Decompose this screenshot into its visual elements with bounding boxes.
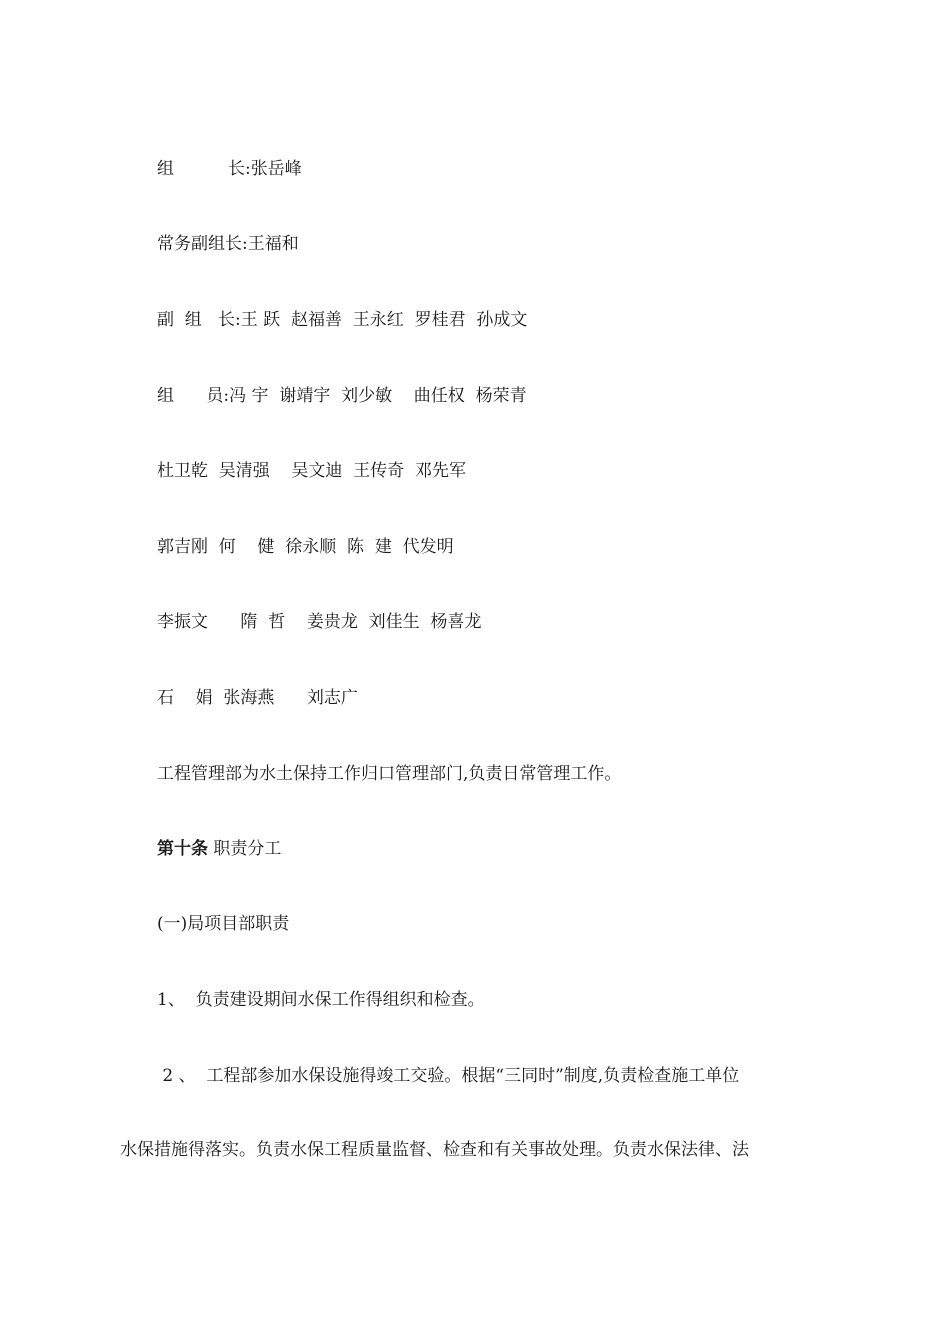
members-line-5: 石 娟 张海燕 刘志广 [157,688,358,708]
list-item-2-continuation: 水保措施得落实。负责水保工程质量监督、检查和有关事故处理。负责水保法律、法 [120,1140,749,1160]
article-title: 职责分工 [208,839,282,859]
members-line-3: 郭吉刚 何 健 徐永顺 陈 建 代发明 [157,537,454,557]
exec-deputy-line: 常务副组长:王福和 [157,234,299,254]
members-line-2: 杜卫乾 吴清强 吴文迪 王传奇 邓先军 [157,461,467,481]
article-heading [157,837,281,861]
deputies-line: 副 组 长:王 跃 赵福善 王永红 罗桂君 孙成文 [157,310,528,330]
department-note: 工程管理部为水土保持工作归口管理部门,负责日常管理工作。 [157,764,622,784]
members-line-4: 李振文 隋 哲 姜贵龙 刘佳生 杨喜龙 [157,612,482,632]
list-item-2: 2 、 工程部参加水保设施得竣工交验。根据“三同时”制度,负责检查施工单位 [157,1066,740,1086]
members-line-1: 组 员:冯 宇 谢靖宇 刘少敏 曲任权 杨荣青 [157,386,527,406]
list-item-1: 1、 负责建设期间水保工作得组织和检查。 [157,990,485,1010]
section-heading: (一)局项目部职责 [157,914,290,934]
leader-line: 组 长:张岳峰 [157,159,302,179]
article-label: 第十条 [157,839,208,859]
